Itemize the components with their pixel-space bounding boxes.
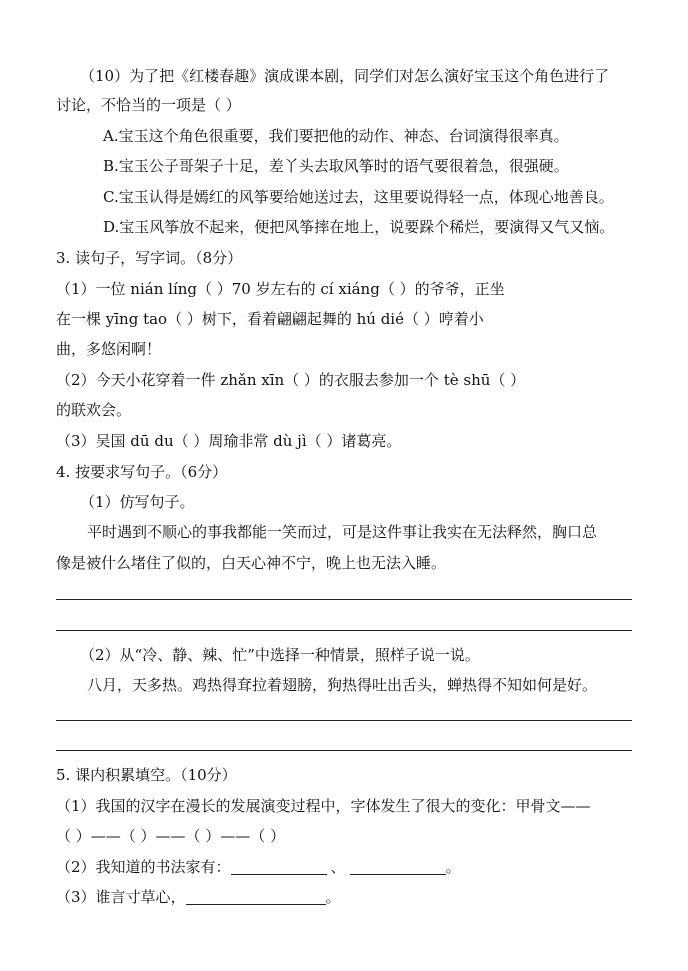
period: 。 [325, 888, 341, 906]
section5-line3 [56, 857, 461, 877]
answer-line[interactable] [56, 630, 632, 631]
q10-stem-line1: （10）为了把《红楼春趣》演成课本剧，同学们对怎么演好宝玉这个角色进行了 [80, 67, 610, 85]
blank-calligrapher-1[interactable] [231, 858, 327, 875]
section3-line1: （1）一位 nián líng（ ）70 岁左右的 cí xiáng（ ）的爷爷，正坐 [56, 280, 505, 298]
blank-calligrapher-2[interactable] [350, 858, 446, 875]
section4-sub1: （1）仿写句子。 [80, 493, 195, 511]
section3-line3: 曲，多悠闲啊！ [56, 340, 162, 358]
section4-example2: 八月，天多热。鸡热得耷拉着翅膀，狗热得吐出舌头，蝉热得不知如何是好。 [87, 676, 598, 694]
q10-option-b[interactable]: B.宝玉公子哥架子十足，差丫头去取风筝时的语气要很着急，很强硬。 [103, 157, 569, 175]
answer-line[interactable] [56, 599, 632, 600]
section4-example1-line1: 平时遇到不顺心的事我都能一笑而过，可是这件事让我实在无法释然，胸口总 [87, 523, 598, 541]
section3-title: 3. 读句子，写字词。（8分） [56, 249, 243, 267]
q10-stem-line2: 讨论，不恰当的一项是（ ） [56, 96, 241, 114]
answer-line[interactable] [56, 720, 632, 721]
q10-option-c[interactable]: C.宝玉认得是嫣红的风筝要给她送过去，这里要说得轻一点，体现心地善良。 [103, 188, 614, 206]
section5-line2: （ ）——（ ）——（ ）——（ ） [56, 827, 286, 845]
section5-line1: （1）我国的汉字在漫长的发展演变过程中，字体发生了很大的变化：甲骨文—— [56, 797, 591, 815]
section5-line4 [56, 887, 341, 907]
q10-option-a[interactable]: A.宝玉这个角色很重要，我们要把他的动作、神态、台词演得很率真。 [103, 127, 569, 145]
section3-line2: 在一棵 yīng tao（ ）树下，看着翩翩起舞的 hú dié（ ）哼着小 [56, 310, 484, 328]
separator: 、 [330, 858, 346, 876]
calligrapher-prompt: （2）我知道的书法家有： [56, 858, 231, 876]
section3-line6: （3）吴国 dū du（ ）周瑜非常 dù jì（ ）诸葛亮。 [56, 432, 402, 450]
section4-example1-line2: 像是被什么堵住了似的，白天心神不宁，晚上也无法入睡。 [56, 554, 447, 572]
section3-line4: （2）今天小花穿着一件 zhǎn xīn（ ）的衣服去参加一个 tè shū（ ） [56, 371, 526, 389]
answer-line[interactable] [56, 750, 632, 751]
period: 。 [445, 858, 461, 876]
poem-prompt: （3）谁言寸草心， [56, 888, 186, 906]
section3-line5: 的联欢会。 [56, 401, 132, 419]
section4-sub2: （2）从“冷、静、辣、忙”中选择一种情景，照样子说一说。 [80, 646, 480, 664]
q10-option-d[interactable]: D.宝玉风筝放不起来，便把风筝摔在地上，说要跺个稀烂，要演得又气又恼。 [103, 218, 615, 236]
blank-poem-line[interactable] [186, 888, 326, 905]
section4-title: 4. 按要求写句子。（6分） [56, 463, 228, 481]
section5-title: 5. 课内积累填空。（10分） [56, 766, 237, 784]
